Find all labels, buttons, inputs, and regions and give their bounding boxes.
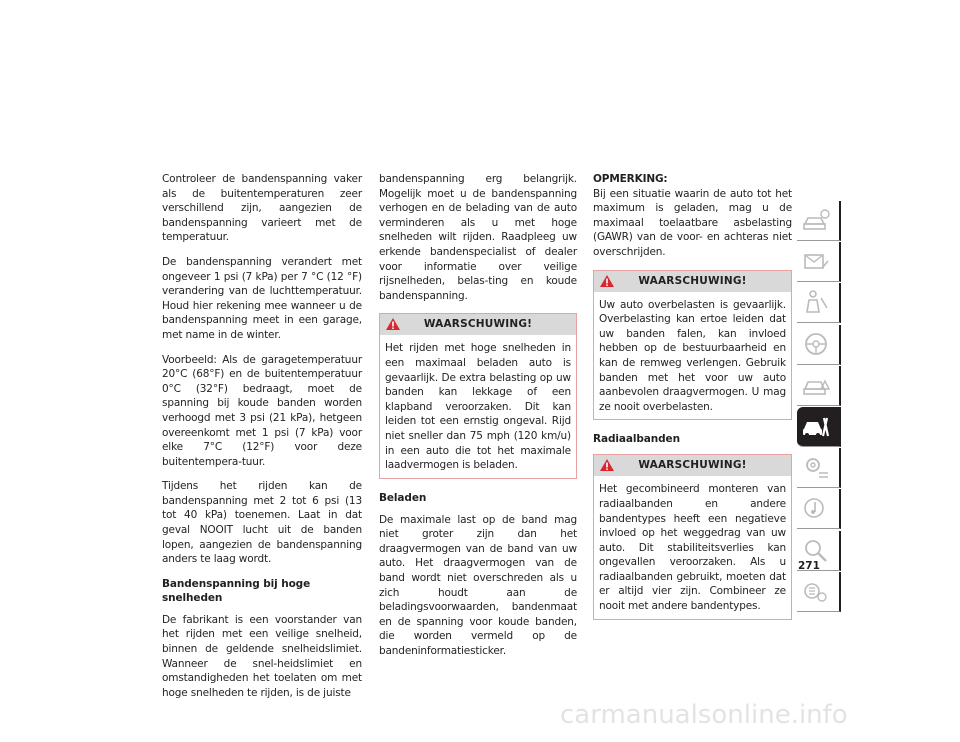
warning-text: Het gecombineerd monteren van radiaalbanden en andere bandentypes heeft een negatieve invloed op het weggedrag van uw auto. Dit stabiliteitsverlies kan ongevallen veroorzaken. Als u radiaalbanden gebruikt, moeten dat er altijd vier zijn. Combineer ze nooit met andere bandentypes. — [599, 483, 786, 613]
warning-triangle-icon — [599, 458, 615, 472]
chapter-tabs — [797, 201, 841, 613]
page-number: 271 — [798, 560, 820, 572]
tab-starting-operating[interactable] — [797, 325, 841, 365]
gear-list-icon — [801, 453, 831, 481]
tab-safety[interactable] — [797, 283, 841, 323]
index-gear-icon — [801, 577, 831, 605]
tab-in-case-of-emergency[interactable] — [797, 366, 841, 406]
car-wrench-icon — [801, 412, 831, 440]
warning-box — [593, 270, 792, 421]
paragraph: De fabrikant is een voorstander van het rijden met een veilige snelheid, binnen de geldende snelheidslimiet. Wanneer de snel-heidslimiet en omstandigheden het toelaten om met hoge snelheden te rijden, is de juiste — [162, 613, 362, 699]
tab-servicing-maintenance[interactable] — [797, 407, 841, 447]
column-3 — [593, 172, 792, 632]
watermark: carmanualsonline.info — [560, 700, 848, 730]
paragraph: bandenspanning erg belangrijk. Mogelijk moet u de bandenspanning verhogen en de belading van de auto verminderen als u met hoge snelheden wilt rijden. Raadpleeg uw erkende bandenspecialist of dealer voor informatie over veilige rijsnelheden, belas-ting en koude bandenspanning. — [379, 173, 577, 302]
tab-instrument-panel[interactable] — [797, 242, 841, 282]
warning-title: WAARSCHUWING! — [638, 274, 747, 287]
paragraph: Tijdens het rijden kan de bandenspanning met 2 tot 6 psi (13 tot 40 kPa) toenemen. Laat in dat geval NOOIT lucht uit de banden lopen, aangezien de bandenspanning anders te laag wordt. — [162, 480, 362, 566]
section-heading: Radiaalbanden — [593, 433, 680, 446]
warning-text: Het rijden met hoge snelheden in een maximaal beladen auto is gevaarlijk. De extra belasting op uw banden kan lekkage of een klapband veroorzaken. Dit kan leiden tot een ernstig ongeval. Rijd niet sneller dan 75 mph (120 km/u) in een auto die tot het maximale laadvermogen is beladen. — [385, 342, 571, 472]
steering-wheel-icon — [801, 330, 831, 358]
tab-multimedia[interactable] — [797, 489, 841, 529]
note-title: OPMERKING: — [593, 173, 668, 185]
seatbelt-icon — [801, 288, 831, 316]
paragraph: De maximale last op de band mag niet groter zijn dan het draagvermogen van de band van uw auto. Het draagvermogen van de band wordt niet overschreden als u zich houdt aan de beladingsvoorwaarden, bandenmaat en de spanning voor koude banden, die worden vermeld op de bandeninformatiesticker. — [379, 513, 577, 658]
warning-header — [594, 271, 791, 292]
car-info-icon — [801, 206, 831, 234]
warning-box — [379, 313, 577, 478]
warning-box — [593, 454, 792, 619]
paragraph: Voorbeeld: Als de garagetemperatuur 20°C (68°F) en de buitentemperatuur 0°C (32°F) bedraagt, moet de spanning bij koude banden worden verhoogd met 3 psi (21 kPa), hetgeen overeenkomt met 1 psi (7 kPa) voor elke 7°C (12°F) voor deze buitentempera-tuur. — [162, 353, 362, 468]
car-emergency-icon — [801, 371, 831, 399]
column-1 — [162, 172, 362, 710]
warning-title: WAARSCHUWING! — [638, 459, 747, 472]
tab-getting-to-know-vehicle[interactable] — [797, 201, 841, 241]
section-heading: Beladen — [379, 491, 427, 504]
warning-triangle-icon — [385, 317, 401, 331]
warning-triangle-icon — [599, 274, 615, 288]
note-text: Bij een situatie waarin de auto tot het maximum is geladen, mag u de maximaal toelaatbare asbelasting (GAWR) van de voor- en achteras niet overschrijden. — [593, 187, 792, 258]
paragraph: De bandenspanning verandert met ongeveer 1 psi (7 kPa) per 7 °C (12 °F) verandering van de luchttemperatuur. Houd hier rekening mee wanneer u de bandenspanning meet in een garage, met name in de winter. — [162, 255, 362, 341]
warning-title: WAARSCHUWING! — [423, 318, 533, 331]
column-2 — [379, 172, 577, 669]
warning-header — [380, 314, 576, 335]
tab-technical-specifications[interactable] — [797, 448, 841, 488]
music-note-icon — [801, 494, 831, 522]
envelope-icon — [801, 247, 831, 275]
tab-index[interactable] — [797, 572, 841, 612]
paragraph: Controleer de bandenspanning vaker als de buitentemperaturen zeer verschillend zijn, aangezien de bandenspanning varieert met de temperatuur. — [162, 173, 362, 244]
section-heading: Bandenspanning bij hoge snelheden — [162, 577, 311, 604]
warning-header — [594, 455, 791, 476]
warning-text: Uw auto overbelasten is gevaarlijk. Overbelasting kan ertoe leiden dat uw banden falen, kan invloed hebben op de bestuurbaarheid en kan de remweg verlengen. Gebruik banden met het voor uw auto aanbevolen draagvermogen. U mag ze nooit overbelasten. — [599, 298, 786, 413]
